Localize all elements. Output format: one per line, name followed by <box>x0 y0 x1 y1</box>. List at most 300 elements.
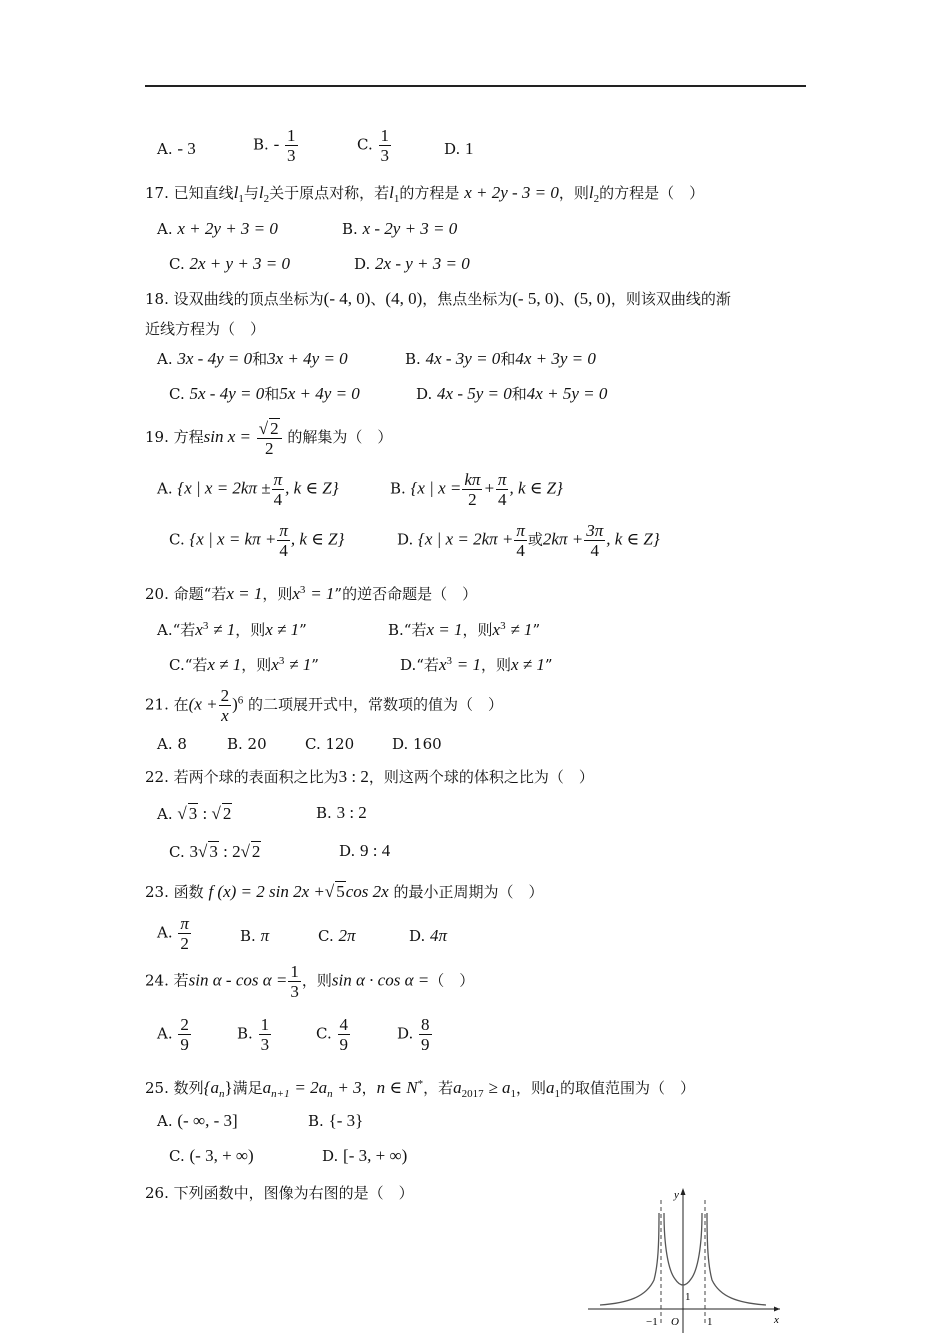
option-d-value: 1 <box>465 139 474 158</box>
q18-option-d <box>416 384 607 404</box>
subscript: n <box>218 1088 225 1100</box>
variable: x <box>271 655 279 674</box>
denominator: 4 <box>497 490 507 509</box>
option-label: B. <box>390 479 406 498</box>
q24-option-c <box>316 1015 351 1054</box>
question-18-cont <box>145 319 265 339</box>
denominator: 2 <box>180 934 189 953</box>
option-d-label: D. <box>444 140 461 158</box>
q25-option-b <box>308 1111 363 1131</box>
numerator: 3π <box>586 521 604 540</box>
fraction <box>257 418 282 458</box>
condition: ≠ 1 <box>510 620 533 639</box>
denominator: x <box>221 706 229 725</box>
numerator: 2 <box>220 686 230 705</box>
question-text: 函数 <box>173 883 204 901</box>
question-number: 21. <box>145 695 169 714</box>
question-text: ，若 <box>423 1079 454 1097</box>
condition: x ≠ 1 <box>265 620 300 639</box>
question-number: 20. <box>145 585 169 603</box>
option-text: ” <box>544 656 553 674</box>
option-text: ，则 <box>481 656 512 674</box>
variable: x <box>195 620 203 639</box>
question-21 <box>145 686 503 725</box>
equation: 5x + 4y = 0 <box>279 384 360 403</box>
q23-option-b <box>240 926 269 946</box>
set-expression: 2kπ + <box>542 529 584 549</box>
option-text: A. 8 <box>157 735 187 753</box>
denominator: 2 <box>264 439 274 458</box>
question-text: 的方程是 <box>399 184 460 202</box>
line-symbol: l <box>588 183 594 202</box>
condition: = 1 <box>310 584 335 603</box>
x-tick-label-pos: 1 <box>707 1316 713 1328</box>
q24-option-a <box>157 1015 192 1054</box>
option-label: A. <box>157 805 173 823</box>
sqrt-expression: √ 2 <box>240 842 261 861</box>
numerator: 1 <box>380 126 389 145</box>
question-text: 下列函数中，图像为右图的是（ ） <box>173 1184 414 1202</box>
option-value: 2π <box>338 926 356 945</box>
equation: 5x - 4y = 0 <box>189 384 265 403</box>
x-axis-arrow <box>774 1307 780 1312</box>
sqrt-expression: √ 5 <box>324 882 345 901</box>
condition: = 1 <box>456 655 481 674</box>
option-label: A. <box>157 1024 173 1043</box>
option-label: B. <box>342 220 358 238</box>
option-label: A. <box>157 1112 173 1130</box>
option-label: D. <box>397 1024 414 1043</box>
q22-option-c <box>169 841 261 862</box>
q20-option-c <box>169 651 319 675</box>
option-value: π <box>260 926 270 945</box>
option-label: C. <box>169 1147 185 1165</box>
variable: x <box>438 655 447 674</box>
q17-option-d <box>354 254 470 274</box>
conjunction: 和 <box>252 350 268 368</box>
colon: : <box>198 804 212 823</box>
radicand: 2 <box>251 842 261 861</box>
option-label: D. <box>400 656 417 674</box>
numerator: 8 <box>421 1015 430 1034</box>
q21-option-b <box>227 734 267 754</box>
set-expression: {x | x = 2kπ + <box>418 529 514 549</box>
numerator: 1 <box>260 1015 270 1034</box>
option-b-label: B. <box>253 135 269 154</box>
question-26 <box>145 1183 414 1203</box>
separator: 、 <box>370 290 386 308</box>
option-text: ” <box>299 621 307 639</box>
option-label: B. <box>308 1112 324 1130</box>
option-label: B. <box>237 1024 253 1043</box>
y-tick-label: 1 <box>685 1291 691 1303</box>
q16-option-d <box>444 139 474 159</box>
q16-options <box>157 139 196 159</box>
set-expression: , k ∈ Z} <box>290 529 345 549</box>
recurrence: = 2a <box>294 1078 328 1097</box>
question-text: 与 <box>243 184 259 202</box>
question-text: ，则该双曲线的渐 <box>610 290 731 308</box>
option-value: (- ∞, - 3] <box>177 1111 238 1130</box>
denominator: 9 <box>180 1035 189 1054</box>
condition: x = 1 <box>426 620 463 639</box>
sqrt-expression: √ 3 <box>177 804 198 823</box>
option-text: ，则 <box>235 621 266 639</box>
q23-option-d <box>409 926 447 946</box>
subscript: n <box>327 1088 333 1100</box>
question-text: ，则 <box>558 184 589 202</box>
equation: 4x - 3y = 0 <box>425 349 501 368</box>
set-expression: {x | x = <box>410 478 462 498</box>
q18-option-b <box>405 349 596 369</box>
option-text: ，则 <box>241 656 272 674</box>
expression: ) <box>232 694 238 714</box>
option-label: C. <box>169 530 185 549</box>
conjunction: 和 <box>511 385 527 403</box>
subscript: 1 <box>238 193 244 205</box>
sequence: {a <box>203 1078 219 1097</box>
coefficient: 2 <box>232 842 241 861</box>
line-symbol: l <box>258 183 264 202</box>
coordinate: (- 5, 0) <box>512 289 559 308</box>
numerator: π <box>273 470 283 489</box>
denominator: 2 <box>468 490 477 509</box>
option-label: A. <box>157 479 173 498</box>
separator: 、 <box>558 290 574 308</box>
option-text: C. 120 <box>305 735 355 753</box>
superscript: * <box>417 1078 424 1090</box>
question-text: ，则 <box>515 1079 546 1097</box>
numerator: kπ <box>464 470 481 489</box>
numerator: 1 <box>290 962 299 981</box>
question-text: 的最小正周期为（ ） <box>393 883 544 901</box>
sequence: } <box>224 1078 233 1097</box>
question-number: 18. <box>145 290 169 308</box>
expression: (x + <box>188 694 218 714</box>
q21-option-d <box>392 734 442 754</box>
exponent: 3 <box>299 584 306 596</box>
option-label: A. <box>157 621 173 639</box>
line-symbol: l <box>233 183 239 202</box>
q22-option-d <box>339 841 390 861</box>
ratio: 3 : 2 <box>338 767 369 786</box>
header-rule <box>145 85 806 87</box>
question-text: 已知直线 <box>173 184 234 202</box>
origin-label: O <box>671 1316 679 1328</box>
question-text: ，则 <box>262 585 293 603</box>
fraction <box>338 1015 351 1054</box>
option-label: B. <box>316 804 332 822</box>
denominator: 4 <box>516 541 525 560</box>
fraction <box>419 1015 432 1054</box>
q18-option-a <box>157 349 348 369</box>
coordinate: (4, 0) <box>385 289 423 308</box>
line-symbol: l <box>389 183 394 202</box>
question-text: ”的逆否命题是（ ） <box>334 585 478 603</box>
equation: 4x - 5y = 0 <box>437 384 512 403</box>
sqrt-expression: √ 3 <box>198 842 218 861</box>
option-label: D. <box>354 255 371 273</box>
question-text: 方程 <box>173 428 204 446</box>
q16-option-c <box>357 126 392 165</box>
condition: ≠ 1 <box>213 620 236 639</box>
recurrence: + 3 <box>337 1078 362 1097</box>
question-text: 设双曲线的顶点坐标为 <box>173 290 324 308</box>
option-label: A. <box>157 923 173 942</box>
q24-option-b <box>237 1015 272 1054</box>
question-number: 17. <box>145 184 169 202</box>
question-text: 在 <box>173 695 189 714</box>
question-text: 若 <box>173 971 189 990</box>
q20-option-a <box>157 616 307 640</box>
coordinate: (5, 0) <box>574 289 611 308</box>
option-text: D. 160 <box>392 735 442 753</box>
option-label: C. <box>169 255 185 273</box>
equation: 4x + 5y = 0 <box>526 384 608 403</box>
question-17 <box>145 183 704 209</box>
q22-option-a <box>157 803 232 824</box>
q23-option-c <box>318 926 356 946</box>
denominator: 3 <box>290 982 299 1001</box>
subscript: n+1 <box>271 1088 290 1100</box>
option-value: {- 3} <box>328 1111 364 1130</box>
fraction <box>514 521 527 560</box>
numerator: π <box>180 914 189 933</box>
q20-option-d <box>400 651 553 675</box>
conjunction: 和 <box>500 350 516 368</box>
option-label: D. <box>397 530 414 549</box>
option-label: A. <box>157 350 173 368</box>
exponent: 3 <box>500 620 506 632</box>
question-text: 的方程是（ ） <box>599 184 705 202</box>
x-tick-label-neg: −1 <box>646 1316 658 1328</box>
radicand: 3 <box>188 804 198 823</box>
option-label: B. <box>240 927 256 945</box>
question-number: 19. <box>145 428 169 446</box>
option-c-label: C. <box>357 135 373 154</box>
option-label: C. <box>169 843 185 861</box>
option-text: “若 <box>184 656 208 674</box>
numerator: 1 <box>287 126 296 145</box>
option-label: B. <box>388 621 404 639</box>
question-25 <box>145 1074 695 1104</box>
option-label: C. <box>169 385 185 403</box>
denominator: 4 <box>279 541 288 560</box>
curve-left-outer <box>600 1213 659 1305</box>
option-text: “若 <box>416 656 439 674</box>
option-label: B. <box>405 350 421 368</box>
subscript: 1 <box>510 1088 516 1100</box>
equation: sin x = <box>203 427 252 446</box>
q20-option-b <box>388 616 540 640</box>
question-text: 满足 <box>232 1079 263 1097</box>
variable: x <box>292 584 300 603</box>
option-label: C. <box>316 1024 332 1043</box>
exponent: 6 <box>237 694 244 707</box>
question-22 <box>145 767 594 787</box>
option-label: D. <box>409 927 426 945</box>
q25-option-d <box>322 1146 407 1166</box>
term: a <box>453 1078 462 1097</box>
question-23 <box>145 881 543 902</box>
exponent: 3 <box>202 620 209 632</box>
radicand: 3 <box>209 842 218 861</box>
question-text: 数列 <box>173 1079 204 1097</box>
question-number: 25. <box>145 1079 169 1097</box>
q17-option-a <box>157 219 278 239</box>
denominator: 3 <box>287 146 296 165</box>
y-axis-label: y <box>674 1189 679 1201</box>
subscript: 1 <box>393 193 400 205</box>
fraction <box>178 1015 191 1054</box>
term: a <box>545 1078 555 1097</box>
question-text: 命题“若 <box>173 585 227 603</box>
question-text: 的解集为（ ） <box>287 428 393 446</box>
equation: 4x + 3y = 0 <box>515 349 596 368</box>
question-number: 22. <box>145 768 169 786</box>
question-text: 关于原点对称，若 <box>269 184 390 202</box>
conjunction: 和 <box>264 385 280 403</box>
numerator: √ 2 <box>257 418 282 439</box>
option-text: ” <box>532 621 541 639</box>
option-value: 4π <box>430 926 448 945</box>
subscript: 1 <box>554 1088 560 1100</box>
radicand: 2 <box>222 804 232 823</box>
option-text: ” <box>311 656 319 674</box>
numerator: π <box>516 521 525 540</box>
punctuation: ， <box>361 1079 377 1097</box>
q18-option-c <box>169 384 360 404</box>
question-19 <box>145 418 392 458</box>
option-label: D. <box>322 1147 339 1165</box>
question-number: 26. <box>145 1184 169 1202</box>
coefficient: 3 <box>189 842 198 861</box>
q16-option-b <box>253 126 299 165</box>
exponent: 3 <box>446 655 452 667</box>
question-number: 23. <box>145 883 169 901</box>
numerator: π <box>497 470 507 489</box>
function-expression: f (x) = 2 sin 2x + <box>208 882 325 901</box>
question-text: ，则这两个球的体积之比为（ ） <box>368 768 594 786</box>
option-value: 2x + y + 3 = 0 <box>189 254 291 273</box>
set-expression: {x | x = 2kπ ± <box>177 478 271 498</box>
question-number: 24. <box>145 971 169 990</box>
operator: + <box>483 478 495 498</box>
function-graph <box>588 1185 788 1335</box>
fraction <box>496 470 509 509</box>
q24-option-d <box>397 1015 433 1054</box>
q23-option-a <box>157 914 192 953</box>
fraction <box>178 914 191 953</box>
condition: ≠ 1 <box>289 655 312 674</box>
numerator: π <box>279 521 288 540</box>
denominator: 4 <box>273 490 283 509</box>
q19-option-d <box>397 521 660 560</box>
set-expression: , k ∈ Z} <box>285 478 339 498</box>
condition: x = 1 <box>226 584 263 603</box>
fraction <box>259 1015 272 1054</box>
function-expression: cos 2x <box>345 882 389 901</box>
conjunction: 或 <box>527 530 543 549</box>
exponent: 3 <box>278 655 285 667</box>
set-expression: , k ∈ Z} <box>606 529 660 549</box>
question-20 <box>145 580 477 604</box>
subscript: 2017 <box>461 1088 484 1100</box>
condition: x ≠ 1 <box>207 655 242 674</box>
fraction <box>462 470 482 509</box>
fraction <box>584 521 605 560</box>
option-label: D. <box>416 385 433 403</box>
denominator: 9 <box>339 1035 348 1054</box>
option-text: B. 20 <box>227 735 267 753</box>
curve-right-outer <box>707 1213 766 1305</box>
option-label: C. <box>169 656 185 674</box>
question-text: 近线方程为（ ） <box>145 320 266 338</box>
fraction <box>379 126 392 165</box>
option-label: A. <box>157 220 173 238</box>
denominator: 3 <box>380 146 389 165</box>
option-text: “若 <box>403 621 427 639</box>
option-a-value: - 3 <box>177 139 196 158</box>
option-value: 2x - y + 3 = 0 <box>375 254 470 273</box>
x-axis-label: x <box>774 1314 779 1326</box>
question-18 <box>145 289 731 309</box>
coordinate: (- 4, 0) <box>323 289 371 308</box>
option-value: (- 3, + ∞) <box>189 1146 254 1165</box>
question-text: （ ） <box>429 971 475 990</box>
option-text: ，则 <box>462 621 493 639</box>
fraction <box>288 962 301 1001</box>
option-label: D. <box>339 842 356 860</box>
fraction <box>277 521 290 560</box>
equation: 3x - 4y = 0 <box>177 349 253 368</box>
colon: : <box>218 842 233 861</box>
q22-option-b <box>316 803 367 823</box>
option-value: x - 2y + 3 = 0 <box>362 219 458 238</box>
q17-option-c <box>169 254 290 274</box>
denominator: 4 <box>590 541 599 560</box>
question-24 <box>145 962 474 1001</box>
option-text: “若 <box>172 621 196 639</box>
y-axis-arrow <box>681 1188 686 1195</box>
fraction <box>219 686 232 725</box>
equation: x + 2y - 3 = 0 <box>464 183 559 202</box>
option-label: C. <box>318 927 334 945</box>
option-value: 3 : 2 <box>336 803 367 822</box>
variable: x <box>492 620 501 639</box>
q21-option-a <box>157 734 187 754</box>
denominator: 9 <box>421 1035 430 1054</box>
set-expression: , k ∈ Z} <box>509 478 563 498</box>
sqrt-expression: √ 2 <box>211 804 232 823</box>
q25-option-a <box>157 1111 238 1131</box>
radicand: 5 <box>336 882 345 901</box>
recurrence: a <box>262 1078 272 1097</box>
equation: sin α · cos α = <box>331 970 430 990</box>
q17-option-b <box>342 219 457 239</box>
inequality: ≥ a <box>488 1078 511 1097</box>
radicand: 2 <box>270 419 279 438</box>
option-a-label: A. <box>157 140 173 158</box>
q21-option-c <box>305 734 354 754</box>
fraction <box>285 126 298 165</box>
set-expression: {x | x = kπ + <box>189 529 277 549</box>
fraction <box>272 470 285 509</box>
numerator: 4 <box>339 1015 348 1034</box>
condition: n ∈ N <box>376 1078 418 1097</box>
option-value: [- 3, + ∞) <box>343 1146 408 1165</box>
equation: 3x + 4y = 0 <box>267 349 348 368</box>
